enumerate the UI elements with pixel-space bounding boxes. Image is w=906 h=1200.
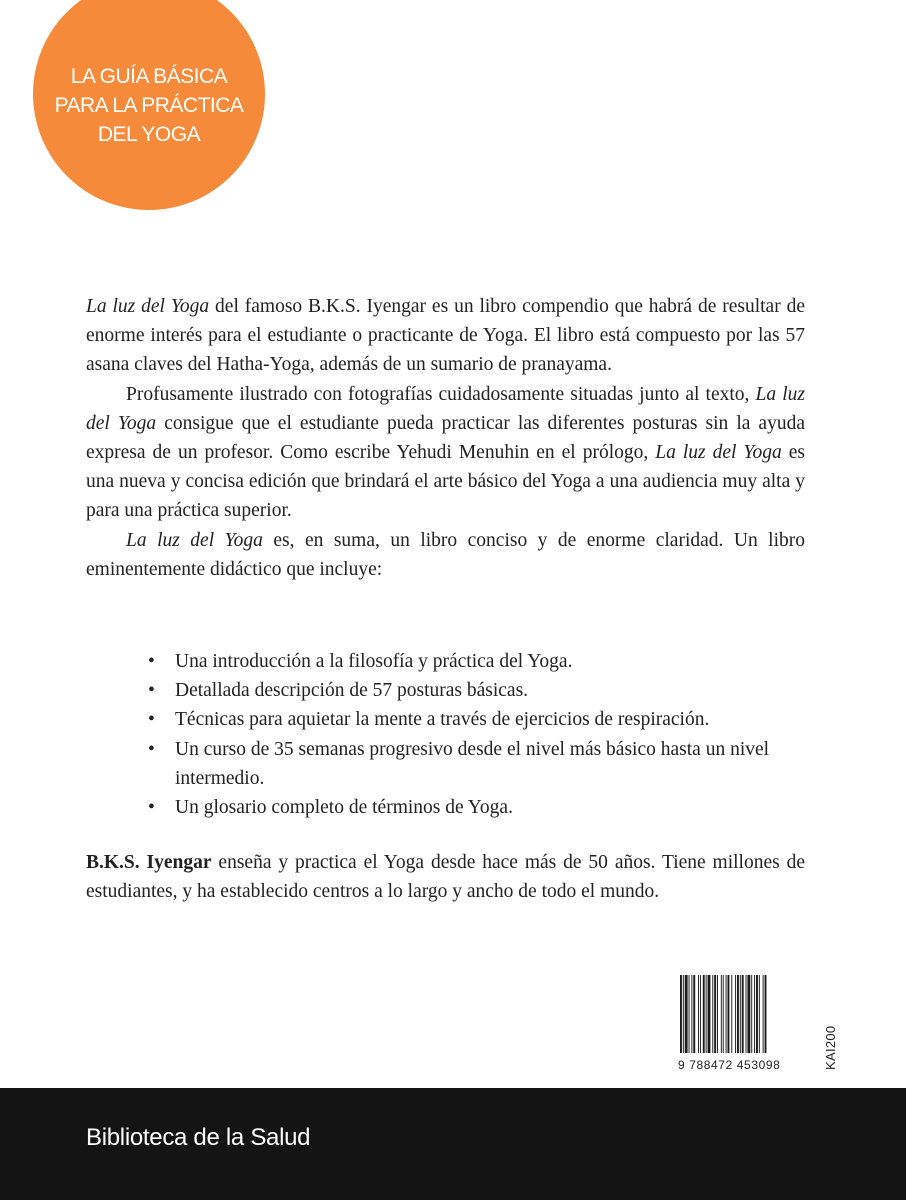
list-item-text: Un glosario completo de términos de Yoga. xyxy=(175,797,513,819)
paragraph-text: es, en suma, un libro conciso y de enorme claridad. Un libro eminentemente didáctico que incluye: xyxy=(86,529,805,580)
bullet-icon: • xyxy=(148,738,155,760)
barcode xyxy=(676,975,798,1073)
list-item xyxy=(148,735,808,793)
description xyxy=(86,292,805,584)
author-paragraph xyxy=(86,848,805,906)
list-item xyxy=(148,647,808,676)
list-item xyxy=(148,676,808,705)
badge-line-3: DEL YOGA xyxy=(97,122,201,146)
collection-name: Biblioteca de la Salud xyxy=(86,1124,311,1151)
paragraph-text: consigue que el estudiante pueda practicar las diferentes posturas sin la ayuda expresa de un profesor. Como escribe Yehudi Menuhin en el prólogo, xyxy=(86,412,805,464)
book-title: La luz del Yoga xyxy=(655,442,782,464)
list-item xyxy=(148,793,808,822)
list-item-text: Una introducción a la filosofía y práctica del Yoga. xyxy=(175,651,573,672)
list-item-text: Un curso de 35 semanas progresivo desde el nivel más básico hasta un nivel intermedio. xyxy=(175,738,770,789)
orange-circle-badge xyxy=(33,0,265,210)
author-name: B.K.S. Iyengar xyxy=(86,852,212,873)
list-item-text: Técnicas para aquietar la mente a través de ejercicios de respiración. xyxy=(175,709,710,731)
description-paragraph-1 xyxy=(86,292,805,380)
paragraph-text: del famoso B.K.S. Iyengar es un libro compendio que habrá de resultar de enorme interés para el estudiante o practicante de Yoga. El libro está compuesto por las 57 asana claves del Hatha-Yoga, además de un sumario de pranayama. xyxy=(86,296,806,376)
badge-line-2: PARA LA PRÁCTICA xyxy=(54,93,244,117)
author-bio xyxy=(86,848,805,906)
bullet-icon: • xyxy=(148,680,155,702)
description-paragraph-2 xyxy=(86,380,805,526)
bullet-icon: • xyxy=(148,651,155,672)
book-title: La luz del Yoga xyxy=(86,296,210,317)
book-title: La luz del Yoga xyxy=(126,529,263,551)
isbn-number: 9 788472 453098 xyxy=(678,1058,781,1072)
author-bio-text: enseña y practica el Yoga desde hace más de 50 años. Tiene millones de estudiantes, y ha establecido centros a lo largo y ancho de todo el mundo. xyxy=(86,852,806,903)
footer-band xyxy=(0,1088,906,1200)
paragraph-text: Profusamente ilustrado con fotografías cuidadosamente situadas junto al texto, xyxy=(126,383,756,405)
barcode-bars xyxy=(676,975,798,1053)
badge-line-1: LA GUÍA BÁSICA xyxy=(70,64,228,88)
product-code: KAI200 xyxy=(823,1025,838,1070)
list-item xyxy=(148,705,808,734)
list-item-text: Detallada descripción de 57 posturas básicas. xyxy=(175,680,529,702)
bullet-icon: • xyxy=(148,797,155,819)
paragraph-text: es una nueva y concisa edición que brindará el arte básico del Yoga a una audiencia muy alta y para una práctica superior. xyxy=(86,442,805,522)
book-title: La luz del Yoga xyxy=(86,383,805,434)
bullet-icon: • xyxy=(148,709,155,731)
description-paragraph-3 xyxy=(86,526,805,584)
features-list xyxy=(148,647,808,822)
